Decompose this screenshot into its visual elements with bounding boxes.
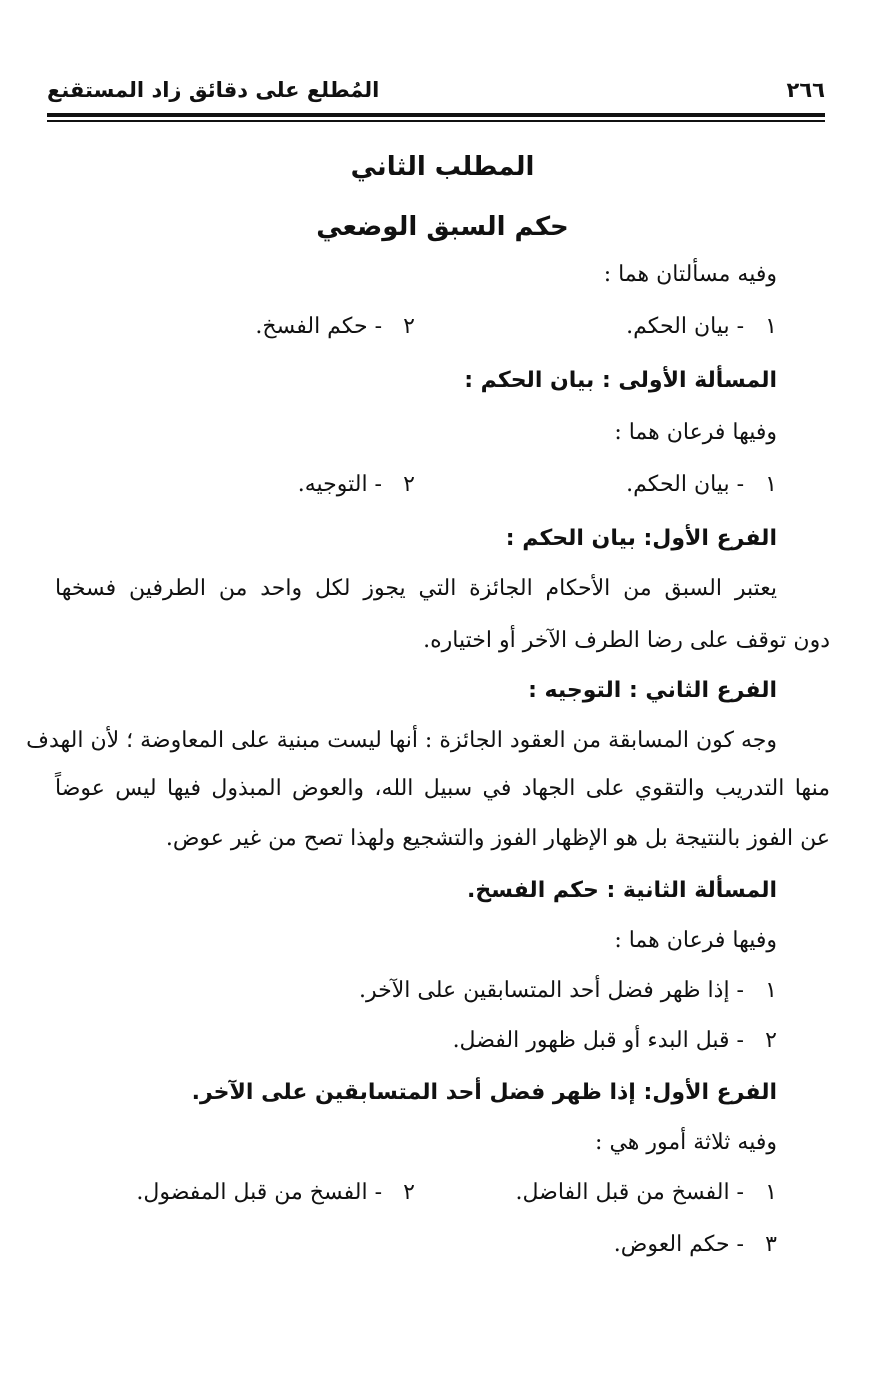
intro-item-1	[626, 314, 777, 339]
issue1-branch1-line-1: يعتبر السبق من الأحكام الجائزة التي يجوز لكل واحد من الطرفين فسخها	[55, 576, 777, 601]
issue2-branch1-item-1	[515, 1180, 777, 1205]
item-number: ٢	[403, 314, 415, 339]
item-text: - إذا ظهر فضل أحد المتسابقين على الآخر.	[359, 978, 744, 1003]
item-number: ١	[765, 472, 777, 497]
subject-title: حكم السبق الوضعي	[316, 212, 569, 242]
item-number: ٢	[403, 472, 415, 497]
section-title: المطلب الثاني	[350, 152, 535, 182]
item-number: ٣	[765, 1232, 777, 1257]
issue2-branch1-item-2	[136, 1180, 415, 1205]
item-text: - بيان الحكم.	[626, 472, 744, 497]
issue1-item-1	[626, 472, 777, 497]
issue1-branch1-heading: الفرع الأول: بيان الحكم :	[505, 526, 777, 551]
issue1-item-2	[298, 472, 415, 497]
item-text: - الفسخ من قبل الفاضل.	[515, 1180, 744, 1205]
page-number: ٢٦٦	[786, 78, 825, 102]
issue1-branch2-line-1: وجه كون المسابقة من العقود الجائزة : أنها ليست مبنية على المعاوضة ؛ لأن الهدف	[26, 728, 777, 753]
issue1-heading: المسألة الأولى : بيان الحكم :	[464, 368, 777, 393]
item-text: - قبل البدء أو قبل ظهور الفضل.	[452, 1028, 744, 1053]
item-text: - الفسخ من قبل المفضول.	[136, 1180, 382, 1205]
issue1-branch2-heading: الفرع الثاني : التوجيه :	[528, 678, 777, 703]
book-title: المُطلع على دقائق زاد المستقنع	[47, 78, 380, 102]
item-number: ١	[765, 314, 777, 339]
issue2-branch1-heading: الفرع الأول: إذا ظهر فضل أحد المتسابقين على الآخر.	[191, 1080, 777, 1105]
issue1-branch2-line-2: منها التدريب والتقوي على الجهاد في سبيل الله، والعوض المبذول فيها ليس عوضاً	[55, 776, 830, 801]
issue1-intro: وفيها فرعان هما :	[614, 420, 777, 445]
intro-text: وفيه مسألتان هما :	[603, 262, 777, 287]
issue2-item-2	[453, 1028, 777, 1053]
issue2-branch1-intro: وفيه ثلاثة أمور هي :	[595, 1130, 777, 1155]
item-number: ١	[765, 978, 777, 1003]
item-text: - التوجيه.	[297, 472, 382, 497]
item-text: - حكم الفسخ.	[255, 314, 382, 339]
header-rule-thick	[47, 113, 825, 117]
issue2-branch1-item-3	[614, 1232, 777, 1257]
item-number: ١	[765, 1180, 777, 1205]
issue2-item-1	[359, 978, 777, 1003]
item-text: - بيان الحكم.	[626, 314, 744, 339]
intro-item-2	[255, 314, 415, 339]
item-number: ٢	[765, 1028, 777, 1053]
issue1-branch1-line-2: دون توقف على رضا الطرف الآخر أو اختياره.	[423, 628, 830, 653]
issue2-intro: وفيها فرعان هما :	[614, 928, 777, 953]
issue2-heading: المسألة الثانية : حكم الفسخ.	[467, 878, 777, 903]
item-text: - حكم العوض.	[613, 1232, 744, 1257]
header-rule-thin	[47, 120, 825, 122]
item-number: ٢	[403, 1180, 415, 1205]
running-header	[47, 72, 825, 108]
issue1-branch2-line-3: عن الفوز بالنتيجة بل هو الإظهار الفوز والتشجيع ولهذا تصح من غير عوض.	[165, 826, 830, 851]
